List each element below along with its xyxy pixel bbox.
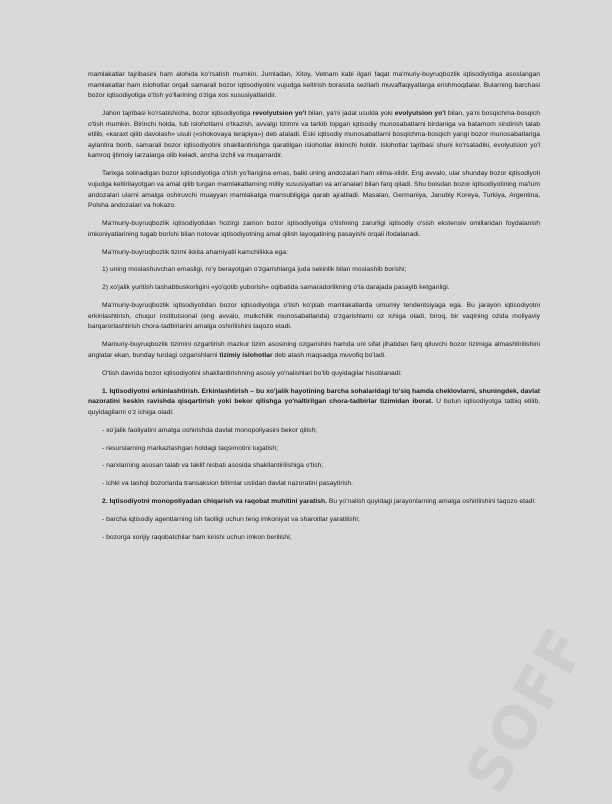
bold-term: tizimiy islohotlar: [219, 351, 273, 359]
bullet-item: - narxlarning asosan talab va taklif nisbati asosida shakllantirilishiga o'tish;: [102, 462, 324, 470]
document-body: [88, 70, 540, 551]
paragraph: Tarixga solinadigan bozor iqtisodiyotiga o'tish yo'llarigina emas, balki uning andozalari ham xilma-xildir. Eng avvalo, ular shunday bozor iqtisodiyoti vujudga keltirilayotgan va amal qilib turgan mamlakatlarning milliy xususiyatlari va an'analari bilan farq qiladi. Shu boisdan bozor iqtisodiyotining ma'lum andozalari ularni amalga oshiruvchi muayyan mamlakatga mansubligiga qarab ajratiladi. Masalan, Germaniya, Janubiy Koreya, Turkiya, Argentina, Polsha andozalari va hokazo.: [88, 170, 540, 210]
paragraph: Ma'muriy-buyruqbozlik tizimi ikkita ahamiyatli kamchilikka ega:: [102, 248, 288, 256]
bold-term: evolyutsion yo'l: [394, 110, 446, 118]
paragraph: Mamuriy-buyruqbozlik tizimini ozgartirish mazkur tizim asosining ozgarishini hamda uni sifat jihatidan farq qiluvchi bozor tizimiga almashtirilishini anglatar ekan, bunday turdagi ozgarishlarni tizimiy islohotlar deb atash maqsadga muvofiq bo'ladi.: [88, 341, 540, 359]
bullet-item: - xo'jalik faoliyatini amalga oshirishda davlat monopoliyasini bekor qilish;: [102, 426, 318, 434]
list-item: 2) xo'jalik yuritish tashabbuskorligini «yo'qotib yuborish» oqibatida samaradorlikning o'ta darajada pasayib ketganligi.: [102, 284, 450, 292]
paragraph: O'tish davrida bozor iqtisodiyotini shakllantirishning asosiy yo'nalishlari bo'lib quyidagilar hisoblanadi:: [102, 369, 402, 377]
bullet-item: - barcha iqtisodiy agentlarning ish faolligi uchun teng imkoniyat va sharoitlar yaratilishi;: [102, 516, 360, 524]
list-item: 1) uning moslashuvchan emasligi, ro'y berayotgan o'zgarishlarga juda sekinlik bilan moslashib borishi;: [102, 266, 407, 274]
bullet-item: - ichki va tashqi bozorlarda transaksion bitimlar ustidan davlat nazoratini pasaytirish.: [102, 480, 353, 488]
bullet-item: - resurslarning markazlashgan holdagi taqsimotini tugatish;: [102, 444, 278, 452]
bold-heading: 1. Iqtisodiyotni erkinlashtirish. Erkinlashtirish – bu xo'jalik hayotining barcha sohalaridagi to'siq hamda cheklovlarni, shuningdek, davlat nazoratini keskin ravishda qisqartirish yoki bekor qilishga yo'naltirilgan chora-tadbirlar tizimidan iborat.: [88, 387, 540, 406]
paragraph: Ma'muriy-buyruqbozlik iqtisodiyotidan bozor iqtisodiyotiga o'tish ko'plab mamlakatlarda umumiy tendentsiyaga ega. Bu jarayon iqtisodiyotni erkinlashtirish, chuqur institutsional (eng avvalo, mulkchilik munosabatlarida) o'zgarishlarni oz ichiga oladi, biroq, bir vaqtning ozida moliyaviy barqarorlashtirish chora-tadbirlarini amalga oshirilishini taqozo etadi.: [88, 302, 540, 331]
bold-heading: 2. Iqtisodiyotni monopoliyadan chiqarish va raqobat muhitini yaratish.: [102, 498, 328, 506]
watermark-text: SOFF: [452, 615, 601, 804]
bullet-item: - bozorga xorijiy raqobatchilar ham kirishi uchun imkon berilishi;: [102, 534, 292, 542]
paragraph: mamlakatlar tajribasini ham alohida ko'rsatish mumkin. Jumladan, Xitoy, Vetnam kabi ilgari faqat ma'muriy-buyruqbozlik iqtisodiyotiga asoslangan mamlakatlar ham islohotlar orqali samarali bozor iqtisodiyotini vujudga keltirish borasida sezilarli muvaffaqiyatlarga erishmoqdalar. Bularning barchasi bozor iqtisodiyotiga o'tish yo'llarining o'ziga xos xususiyatlaridir.: [88, 71, 540, 100]
paragraph: 1. Iqtisodiyotni erkinlashtirish. Erkinlashtirish – bu xo'jalik hayotining barcha sohalaridagi to'siq hamda cheklovlarni, shuningdek, davlat nazoratini keskin ravishda qisqartirish yoki bekor qilishga yo'naltirilgan chora-tadbirlar tizimidan iborat. U butun iqtisodiyotga tatbiq etilib, quyidagilarni o'z ichiga oladi:: [88, 387, 541, 416]
paragraph: Jahon tajribasi ko'rsatishicha, bozor iqtisodiyotiga revolyutsion yo'l bilan, ya'ni jadal usulda yoki evolyutsion yo'l bilan, ya'ni bosqichma-bosqich o'tish mumkin. Birinchi holda, tub islohotlarni o'tkazish, avvalgi tizimni va tarkib topgan iqtisodiy munosabatlarni birdaniga va batamom sindirish talab etilib, «karaxt qilib davolash» usuli («shokovaya terapiya») deb ataladi. Eski iqtisodiy munosabatlarni bosqichma-bosqich yangi bozor munosabatlariga aylantira borib, samarali bozor iqtisodiyotini shakllantirishga qaratilgan islohotlar ikkinchi holdir. Islohotlar tajribasi shuni ko'rsatadiki, evolyutsion yo'l kamroq ijtimoiy larzalarga olib keladi, ancha izchil va muqarrardir.: [88, 110, 540, 160]
bold-term: revolyutsion yo'l: [252, 110, 307, 118]
paragraph: 2. Iqtisodiyotni monopoliyadan chiqarish va raqobat muhitini yaratish. Bu yo'nalish quyidagi jarayonlarning amalga oshirilishini taqozo etadi:: [102, 498, 536, 506]
paragraph: Ma'muriy-buyruqbozlik iqtisodiyotidan hozirgi zamon bozor iqtisodiyotiga o'tishning zarurligi iqtisodiy o'sish ekstensiv omillaridan foydalanish imkoniyatlarining tugab borishi bilan notovar iqtisodiyotning amal qilish layoqatining pasayishi orqali ifodalanadi.: [88, 220, 540, 238]
